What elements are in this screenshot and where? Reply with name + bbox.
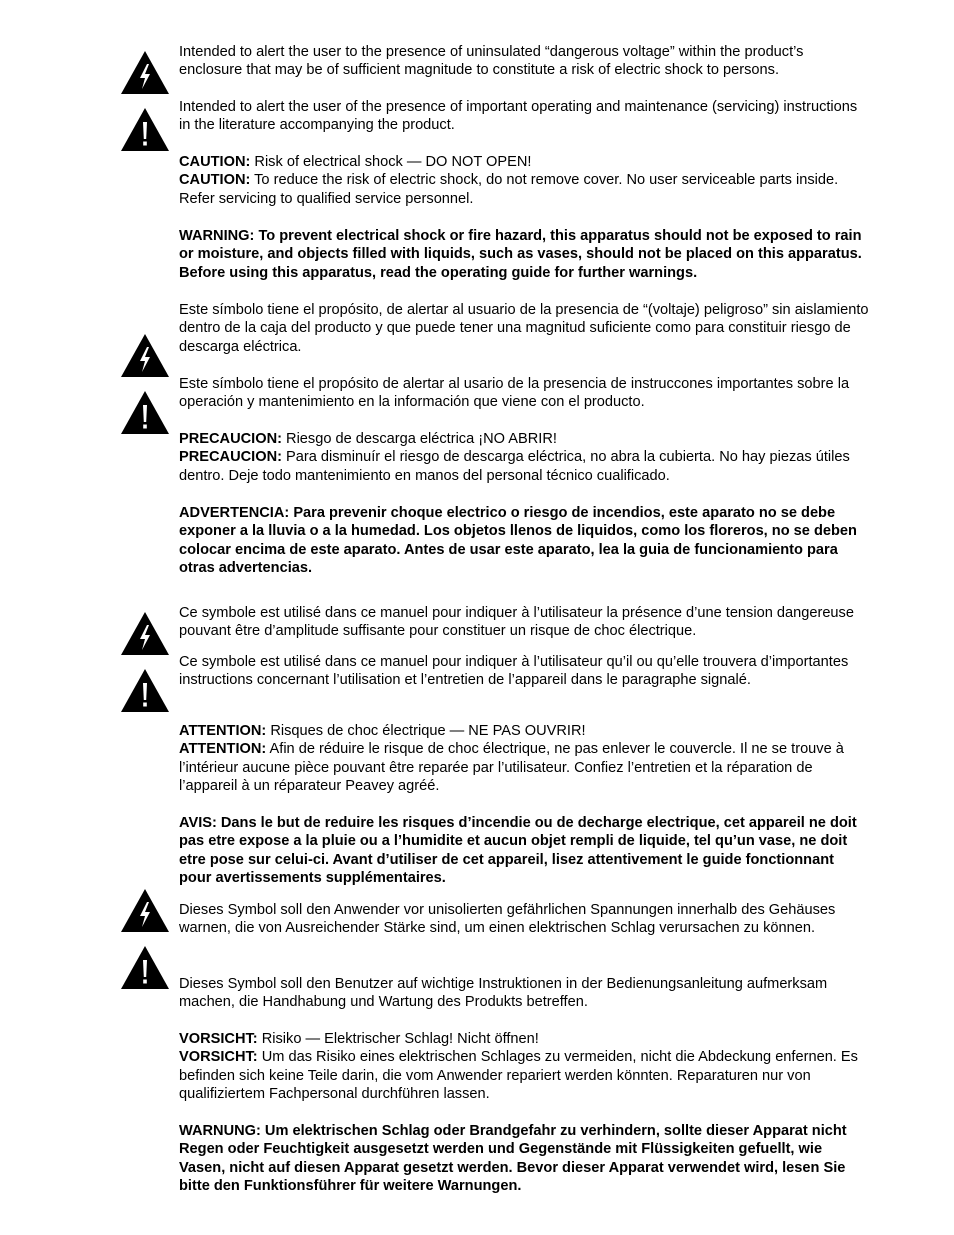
exclamation-warning-icon [120, 668, 170, 713]
de-caution-block [179, 1030, 869, 1104]
en-caution-block [179, 153, 869, 208]
de-caution-text-2: Um das Risiko eines elektrischen Schlages zu vermeiden, nicht die Abdeckung enfernen. Es befinden sich keine Teile darin, die vom Anwender repariert werden könnten. Reparaturen nur von qualifiziertem Fachpersonal durchführen lassen. [179, 1049, 858, 1103]
fr-warning-text: AVIS: Dans le but de reduire les risques d’incendie ou de decharge electrique, cet appareil ne doit pas etre expose a la pluie ou a l’humidite et aucun objet rempli de liquide, tel qu’un vase, ne doit etre pose sur celui-ci. Avant d’utiliser de cet appareil, lisez attentivement le guide fonctionnant pour avertissements supplémentaires. [179, 815, 857, 887]
exclamation-warning-icon [120, 945, 170, 990]
fr-caution-block [179, 722, 869, 796]
de-voltage-symbol-text: Dieses Symbol soll den Anwender vor unisolierten gefährlichen Spannungen innerhalb des Gehäuses warnen, die von Ausreichender Stärke sind, um einen elektrischen Schlag verursachen zu können. [179, 902, 836, 937]
de-caution-label-2: VORSICHT: [179, 1049, 258, 1066]
de-caution-label-1: VORSICHT: [179, 1031, 258, 1047]
fr-caution-text-2: Afin de réduire le risque de choc électrique, ne pas enlever le couvercle. Il ne se trouve à l’intérieur aucune pièce pouvant être reparée par l’utilisateur. Confiez l’entretien et la réparation de l’appareil à un réparateur Peavey agréé. [179, 741, 844, 795]
lightning-bolt-warning-icon [120, 333, 170, 378]
lightning-bolt-warning-icon [120, 611, 170, 656]
fr-caution-label-1: ATTENTION: [179, 723, 267, 739]
es-caution-text-1: Riesgo de descarga eléctrica ¡NO ABRIR! [281, 431, 557, 447]
es-warning-text: ADVERTENCIA: Para prevenir choque electrico o riesgo de incendios, este aparato no se debe exponer a la lluvia o a la humedad. Los objetos llenos de liquidos, como los floreros, no se deben colocar encima de este aparato. Antes de usar este aparato, lea la guia de funcionamiento para otras advertencias. [179, 505, 857, 577]
en-warning-text: WARNING: To prevent electrical shock or fire hazard, this apparatus should not be exposed to rain or moisture, and objects filled with liquids, such as vases, should not be placed on this apparatus. Before using this apparatus, read the operating guide for further warnings. [179, 228, 862, 281]
de-caution-line-1 [179, 1030, 869, 1048]
es-caution-label-2: PRECAUCION: [179, 449, 282, 466]
fr-caution-line-1 [179, 722, 869, 740]
de-exclamation-symbol-text: Dieses Symbol soll den Benutzer auf wichtige Instruktionen in der Bedienungsanleitung aufmerksam machen, die Handhabung und Wartung des Produkts betreffen. [179, 976, 828, 1011]
fr-caution-text-1: Risques de choc électrique — NE PAS OUVRIR! [266, 723, 586, 739]
es-caution-label-1: PRECAUCION: [179, 431, 282, 447]
fr-caution-line-2 [179, 740, 869, 795]
es-caution-line-2 [179, 448, 869, 485]
de-caution-line-2 [179, 1048, 869, 1103]
es-voltage-symbol-text: Este símbolo tiene el propósito, de alertar al usuario de la presencia de “(voltaje) peligroso” sin aislamiento dentro de la caja del producto y que puede tener una magnitud suficiente como para constituir riesgo de descarga eléctrica. [179, 302, 869, 355]
fr-caution-label-2: ATTENTION: [179, 741, 267, 758]
en-exclamation-symbol-text: Intended to alert the user of the presence of important operating and maintenance (servicing) instructions in the literature accompanying the product. [179, 99, 858, 134]
lightning-bolt-warning-icon [120, 50, 170, 95]
fr-exclamation-symbol-text: Ce symbole est utilisé dans ce manuel pour indiquer à l’utilisateur qu’il ou qu’elle trouvera d’importantes instructions concernant l’utilisation et l’entretien de l’appareil dans le paragraphe signalé. [179, 654, 849, 689]
en-caution-text-2: To reduce the risk of electric shock, do not remove cover. No user serviceable parts inside. Refer servicing to qualified service personnel. [179, 172, 839, 207]
fr-voltage-symbol-text: Ce symbole est utilisé dans ce manuel pour indiquer à l’utilisateur la présence d’une tension dangereuse pouvant être d’amplitude suffisante pour constituer un risque de choc électrique. [179, 605, 854, 640]
en-caution-line-1 [179, 153, 869, 171]
de-caution-text-1: Risiko — Elektrischer Schlag! Nicht öffnen! [257, 1031, 539, 1047]
lightning-bolt-warning-icon [120, 888, 170, 933]
de-warning-text: WARNUNG: Um elektrischen Schlag oder Brandgefahr zu verhindern, sollte dieser Apparat nicht Regen oder Feuchtigkeit ausgesetzt werden und Gegenstände mit Flüssigkeiten gefuellt, wie Vasen, nicht auf diesen Apparat gesetzt werden. Bevor dieser Apparat verwendet wird, lesen Sie bitte den Funktionsführer für weitere Warnungen. [179, 1123, 847, 1195]
en-caution-label-1: CAUTION: [179, 154, 251, 170]
es-caution-block [179, 430, 869, 485]
en-voltage-symbol-text: Intended to alert the user to the presence of uninsulated “dangerous voltage” within the product’s enclosure that may be of sufficient magnitude to constitute a risk of electric shock to persons. [179, 44, 804, 79]
es-caution-line-1 [179, 430, 869, 448]
es-exclamation-symbol-text: Este símbolo tiene el propósito de alertar al usario de la presencia de instruccones importantes sobre la operación y mantenimiento en la información que viene con el producto. [179, 376, 850, 411]
es-caution-text-2: Para disminuír el riesgo de descarga eléctrica, no abra la cubierta. No hay piezas útiles dentro. Deje todo mantenimiento en manos del personal técnico cualificado. [179, 449, 850, 484]
exclamation-warning-icon [120, 390, 170, 435]
en-caution-text-1: Risk of electrical shock — DO NOT OPEN! [250, 154, 532, 170]
en-caution-line-2 [179, 171, 869, 208]
exclamation-warning-icon [120, 107, 170, 152]
en-caution-label-2: CAUTION: [179, 172, 251, 189]
